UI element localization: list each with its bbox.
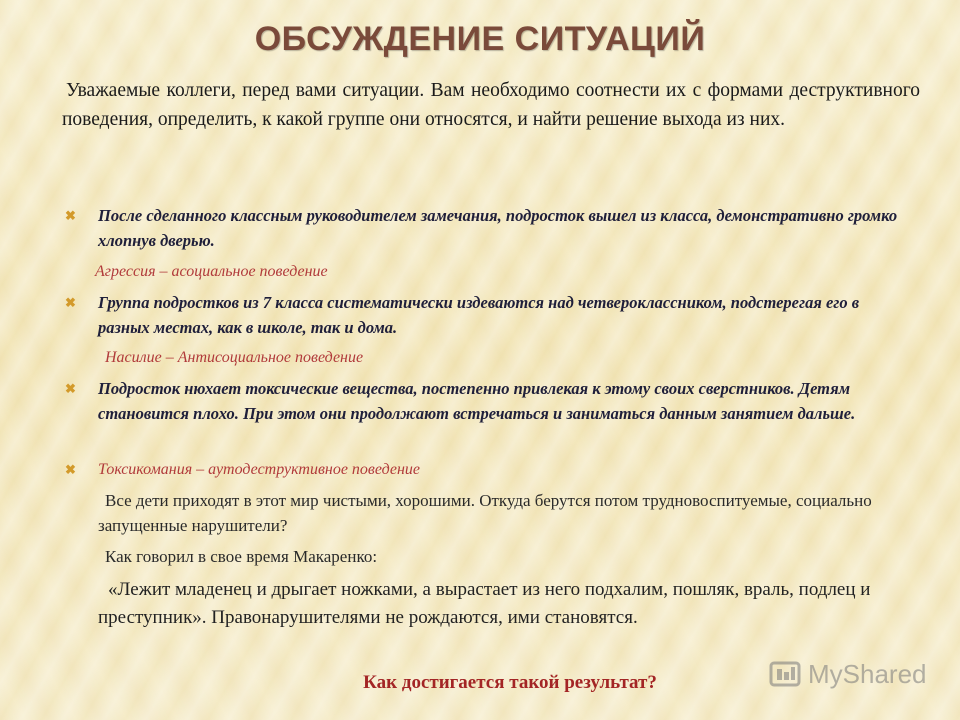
situation-item-3 [65,376,905,426]
situation-text-1: После сделанного классным руководителем замечания, подросток вышел из класса, демонстративно громко хлопнув дверью. [98,206,898,250]
cross-bullet-icon: ✖ [65,208,76,223]
cross-bullet-icon: ✖ [65,462,76,477]
makarenko-intro: Как говорил в свое время Макаренко: [105,547,378,566]
reflection-text: Все дети приходят в этот мир чистыми, хорошими. Откуда берутся потом трудновоспитуемые, социально запущенные нарушители? [98,491,872,535]
watermark [768,656,927,692]
watermark-text: MyShared [808,658,927,689]
myshared-logo-icon [768,657,802,691]
slide-title: ОБСУЖДЕНИЕ СИТУАЦИЙ [254,20,706,58]
situation-answer-2: Насилие – Антисоциальное поведение [105,349,364,366]
situation-answer-3: Токсикомания – аутодеструктивное поведение [98,461,420,478]
cross-bullet-icon: ✖ [65,381,76,396]
situation-answer-1: Агрессия – асоциальное поведение [95,263,328,280]
situation-answer-row-3 [65,457,905,482]
cross-bullet-icon: ✖ [65,295,76,310]
situation-text-3: Подросток нюхает токсические вещества, постепенно привлекая к этому своих сверстников. Детям становится плохо. При этом они продолжают встречаться и заниматься данным занятием дальше. [98,379,856,423]
situation-item-2 [65,290,905,340]
makarenko-quote: «Лежит младенец и дрыгает ножками, а вырастает из него подхалим, пошляк, враль, подлец и преступник». Правонарушителями не рождаются, ими становятся. [98,579,871,628]
situation-text-2: Группа подростков из 7 класса систематически издеваются над четвероклассником, подстерегая его в разных местах, как в школе, так и дома. [98,293,860,337]
situation-item-1 [65,203,905,253]
intro-paragraph: Уважаемые коллеги, перед вами ситуации. Вам необходимо соотнести их с формами деструктивного поведения, определить, к какой группе они относятся, и найти решение выхода из них. [62,80,920,130]
closing-question: Как достигается такой результат? [363,672,657,693]
